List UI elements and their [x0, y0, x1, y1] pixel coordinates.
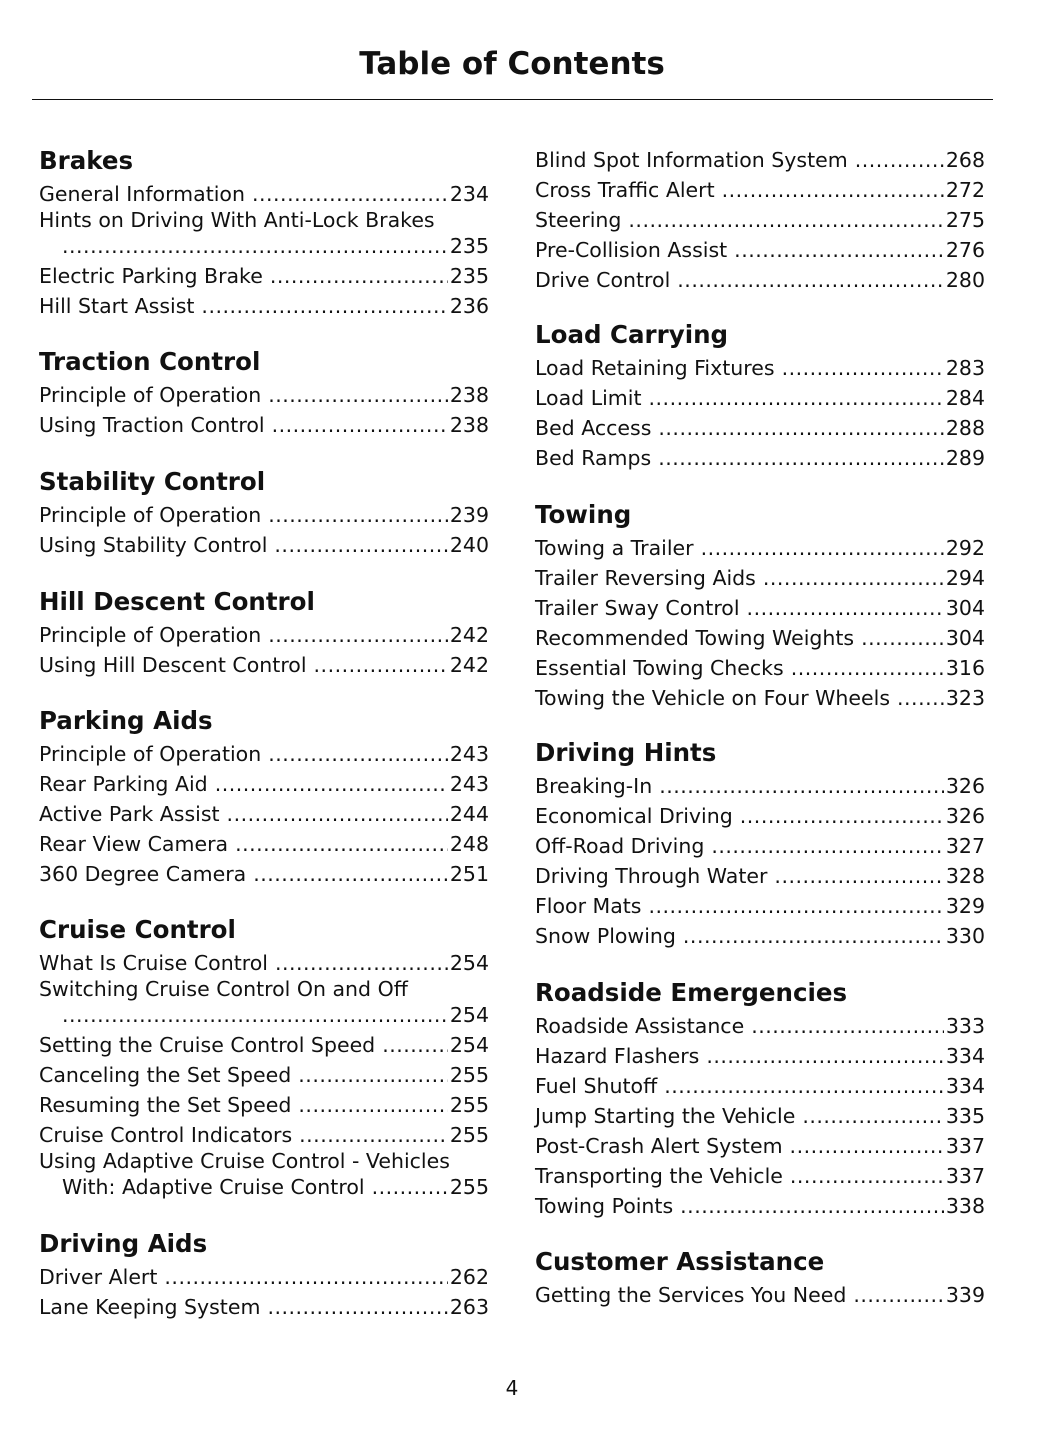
entry-label: Using Stability Control	[39, 533, 268, 557]
dot-leader	[274, 530, 447, 560]
page-ref: 243	[449, 742, 489, 766]
entry-label: Principle of Operation	[39, 623, 262, 647]
page-ref: 316	[945, 656, 985, 680]
page-ref: 254	[449, 1033, 489, 1057]
dot-leader	[677, 265, 944, 295]
toc-entry[interactable]	[535, 1071, 985, 1101]
dot-leader	[782, 353, 944, 383]
page-ref: 328	[945, 864, 985, 888]
page-ref: 326	[945, 804, 985, 828]
page-ref: 238	[449, 383, 489, 407]
entry-label: Principle of Operation	[39, 742, 262, 766]
toc-entry[interactable]	[535, 921, 985, 951]
toc-entry[interactable]	[39, 500, 489, 530]
dot-leader	[275, 948, 448, 978]
toc-section-customer-assistance	[535, 1246, 985, 1310]
page-ref: 234	[449, 182, 489, 206]
dot-leader	[774, 861, 943, 891]
page-ref: 255	[449, 1093, 489, 1117]
page-ref: 326	[945, 774, 985, 798]
toc-entry[interactable]	[535, 1161, 985, 1191]
entry-label: Rear Parking Aid	[39, 772, 208, 796]
entry-label: Rear View Camera	[39, 832, 229, 856]
entry-label-continued: With: Adaptive Cruise Control	[62, 1175, 365, 1199]
toc-entry[interactable]	[39, 1120, 489, 1150]
toc-entry[interactable]	[39, 410, 489, 440]
toc-entry[interactable]	[535, 771, 985, 801]
toc-entry[interactable]	[39, 739, 489, 769]
toc-section-load-carrying	[535, 319, 985, 473]
toc-section-continued	[535, 145, 985, 295]
page-ref: 254	[449, 951, 489, 975]
page-ref: 335	[945, 1104, 985, 1128]
dot-leader	[701, 533, 944, 563]
dot-leader	[298, 1060, 448, 1090]
toc-entry[interactable]	[39, 769, 489, 799]
toc-entry[interactable]	[39, 1090, 489, 1120]
dot-leader	[314, 650, 448, 680]
section-heading: Traction Control	[39, 347, 261, 376]
page-ref: 288	[945, 416, 985, 440]
toc-entry[interactable]	[39, 978, 489, 1030]
entry-label: Off-Road Driving	[535, 834, 705, 858]
toc-entry[interactable]	[39, 799, 489, 829]
entry-label: Load Limit	[535, 386, 642, 410]
page-ref: 323	[945, 686, 985, 710]
dot-leader	[268, 739, 448, 769]
section-heading: Customer Assistance	[535, 1247, 825, 1276]
entry-label: Essential Towing Checks	[535, 656, 784, 680]
toc-entry[interactable]	[535, 623, 985, 653]
dot-leader	[648, 891, 943, 921]
entry-label: Cross Traffic Alert	[535, 178, 715, 202]
page-ref: 292	[945, 536, 985, 560]
dot-leader	[751, 1011, 944, 1041]
toc-entry[interactable]	[39, 1262, 489, 1292]
dot-leader	[628, 205, 943, 235]
section-heading: Brakes	[39, 146, 134, 175]
toc-section-driving-aids	[39, 1228, 489, 1322]
page-ref: 236	[449, 294, 489, 318]
page-ref: 337	[945, 1164, 985, 1188]
page-ref: 334	[945, 1044, 985, 1068]
entry-label: Hazard Flashers	[535, 1044, 700, 1068]
page-ref: 263	[449, 1295, 489, 1319]
entry-label: Recommended Towing Weights	[535, 626, 855, 650]
page-title: Table of Contents	[359, 46, 665, 82]
entry-label: Active Park Assist	[39, 802, 220, 826]
entry-label: Getting the Services You Need	[535, 1283, 847, 1307]
toc-section-stability-control	[39, 466, 489, 560]
section-heading: Cruise Control	[39, 915, 236, 944]
dot-leader	[711, 831, 944, 861]
toc-entry[interactable]	[535, 413, 985, 443]
toc-entry[interactable]	[535, 683, 985, 713]
page-ref: 339	[945, 1283, 985, 1307]
page-ref: 235	[449, 234, 489, 258]
toc-entry[interactable]	[535, 145, 985, 175]
entry-label: What Is Cruise Control	[39, 951, 268, 975]
entry-label: Transporting the Vehicle	[535, 1164, 783, 1188]
dot-leader	[252, 179, 448, 209]
dot-leader	[897, 683, 944, 713]
page-ref: 333	[945, 1014, 985, 1038]
toc-entry[interactable]	[39, 650, 489, 680]
page-ref: 242	[449, 623, 489, 647]
toc-section-towing	[535, 499, 985, 713]
entry-label: Principle of Operation	[39, 503, 262, 527]
entry-label: Bed Access	[535, 416, 652, 440]
page-ref: 272	[945, 178, 985, 202]
dot-leader	[791, 653, 944, 683]
dot-leader	[62, 231, 448, 261]
entry-label: Hints on Driving With Anti-Lock Brakes	[39, 208, 435, 232]
entry-label: General Information	[39, 182, 245, 206]
toc-entry[interactable]	[535, 205, 985, 235]
page-ref: 276	[945, 238, 985, 262]
toc-entry[interactable]	[535, 563, 985, 593]
toc-section-parking-aids	[39, 705, 489, 889]
entry-label: Breaking-In	[535, 774, 653, 798]
toc-entry[interactable]	[39, 291, 489, 321]
entry-label: Setting the Cruise Control Speed	[39, 1033, 376, 1057]
toc-entry[interactable]	[535, 235, 985, 265]
page-ref: 239	[449, 503, 489, 527]
toc-entry[interactable]	[39, 1030, 489, 1060]
dot-leader	[299, 1120, 448, 1150]
toc-entry[interactable]	[535, 443, 985, 473]
entry-label: Driving Through Water	[535, 864, 768, 888]
entry-label: Lane Keeping System	[39, 1295, 261, 1319]
section-heading: Towing	[535, 500, 632, 529]
dot-leader	[680, 1191, 944, 1221]
toc-entry[interactable]	[39, 948, 489, 978]
page-ref: 327	[945, 834, 985, 858]
toc-entry[interactable]	[39, 1150, 489, 1202]
entry-label: Drive Control	[535, 268, 671, 292]
dot-leader	[683, 921, 944, 951]
toc-entry[interactable]	[535, 1280, 985, 1310]
toc-entry[interactable]	[535, 353, 985, 383]
entry-label: Towing the Vehicle on Four Wheels	[535, 686, 891, 710]
page-ref: 289	[945, 446, 985, 470]
dot-leader	[658, 413, 943, 443]
toc-entry[interactable]	[39, 179, 489, 209]
dot-leader	[706, 1041, 944, 1071]
toc-entry[interactable]	[535, 175, 985, 205]
entry-label: Roadside Assistance	[535, 1014, 745, 1038]
dot-leader	[861, 623, 944, 653]
entry-label: Using Adaptive Cruise Control - Vehicles	[39, 1149, 450, 1173]
dot-leader	[201, 291, 447, 321]
dot-leader	[268, 500, 448, 530]
toc-section-driving-hints	[535, 737, 985, 951]
toc-entry[interactable]	[535, 1131, 985, 1161]
page-ref: 262	[449, 1265, 489, 1289]
dot-leader	[382, 1030, 448, 1060]
toc-section-cruise-control	[39, 914, 489, 1202]
entry-label: Fuel Shutoff	[535, 1074, 658, 1098]
entry-label: Hill Start Assist	[39, 294, 195, 318]
toc-entry[interactable]	[39, 859, 489, 889]
page-ref: 284	[945, 386, 985, 410]
entry-label: Switching Cruise Control On and Off	[39, 977, 408, 1001]
dot-leader	[62, 1000, 448, 1030]
entry-label: Load Retaining Fixtures	[535, 356, 775, 380]
dot-leader	[268, 620, 448, 650]
toc-entry[interactable]	[535, 653, 985, 683]
page-ref: 255	[449, 1063, 489, 1087]
page-ref: 330	[945, 924, 985, 948]
page-ref: 251	[449, 862, 489, 886]
dot-leader	[270, 261, 448, 291]
toc-entry[interactable]	[535, 593, 985, 623]
dot-leader	[734, 235, 944, 265]
page-ref: 235	[449, 264, 489, 288]
dot-leader	[763, 563, 944, 593]
dot-leader	[268, 380, 448, 410]
toc-entry[interactable]	[535, 891, 985, 921]
page-ref: 243	[449, 772, 489, 796]
section-heading: Hill Descent Control	[39, 587, 315, 616]
dot-leader	[215, 769, 448, 799]
toc-entry[interactable]	[39, 209, 489, 261]
page-ref: 244	[449, 802, 489, 826]
dot-leader	[802, 1101, 944, 1131]
toc-entry[interactable]	[535, 265, 985, 295]
entry-label: Canceling the Set Speed	[39, 1063, 292, 1087]
page-ref: 275	[945, 208, 985, 232]
section-heading: Driving Aids	[39, 1229, 208, 1258]
page-ref: 294	[945, 566, 985, 590]
toc-entry[interactable]	[535, 831, 985, 861]
page-ref: 334	[945, 1074, 985, 1098]
toc-entry[interactable]	[535, 533, 985, 563]
toc-entry[interactable]	[39, 1060, 489, 1090]
entry-label: Towing Points	[535, 1194, 674, 1218]
dot-leader	[372, 1172, 448, 1202]
entry-label: Trailer Sway Control	[535, 596, 740, 620]
toc-entry[interactable]	[535, 861, 985, 891]
dot-leader	[298, 1090, 447, 1120]
toc-entry[interactable]	[535, 1011, 985, 1041]
toc-entry[interactable]	[39, 530, 489, 560]
entry-label: Using Hill Descent Control	[39, 653, 307, 677]
dot-leader	[235, 829, 448, 859]
dot-leader	[253, 859, 448, 889]
section-heading: Driving Hints	[535, 738, 717, 767]
dot-leader	[649, 383, 944, 413]
toc-entry[interactable]	[535, 1191, 985, 1221]
dot-leader	[659, 771, 944, 801]
dot-leader	[664, 1071, 944, 1101]
toc-entry[interactable]	[39, 380, 489, 410]
dot-leader	[658, 443, 944, 473]
page-ref: 337	[945, 1134, 985, 1158]
toc-entry[interactable]	[535, 801, 985, 831]
entry-label: Snow Plowing	[535, 924, 676, 948]
dot-leader	[790, 1161, 944, 1191]
page-ref: 304	[945, 626, 985, 650]
toc-entry[interactable]	[39, 1292, 489, 1322]
entry-label: Towing a Trailer	[535, 536, 694, 560]
page-ref: 304	[945, 596, 985, 620]
entry-label: 360 Degree Camera	[39, 862, 247, 886]
section-heading: Roadside Emergencies	[535, 978, 848, 1007]
page-number: 4	[505, 1376, 519, 1400]
page-ref: 280	[945, 268, 985, 292]
entry-label: Using Traction Control	[39, 413, 265, 437]
page-ref: 240	[449, 533, 489, 557]
toc-section-hill-descent-control	[39, 586, 489, 680]
entry-label: Trailer Reversing Aids	[535, 566, 756, 590]
dot-leader	[267, 1292, 447, 1322]
toc-entry[interactable]	[535, 1101, 985, 1131]
entry-label: Resuming the Set Speed	[39, 1093, 292, 1117]
entry-label: Electric Parking Brake	[39, 264, 263, 288]
page-ref: 283	[945, 356, 985, 380]
entry-label: Driver Alert	[39, 1265, 158, 1289]
title-divider	[32, 99, 993, 100]
dot-leader	[853, 1280, 944, 1310]
entry-label: Economical Driving	[535, 804, 733, 828]
dot-leader	[722, 175, 944, 205]
page-ref: 254	[449, 1003, 489, 1027]
entry-label: Pre-Collision Assist	[535, 238, 728, 262]
entry-label: Blind Spot Information System	[535, 148, 848, 172]
page-ref: 338	[945, 1194, 985, 1218]
entry-label: Steering	[535, 208, 622, 232]
dot-leader	[747, 593, 944, 623]
entry-label: Floor Mats	[535, 894, 642, 918]
toc-section-roadside-emergencies	[535, 977, 985, 1221]
page-ref: 329	[945, 894, 985, 918]
toc-section-traction-control	[39, 346, 489, 440]
dot-leader	[227, 799, 448, 829]
dot-leader	[855, 145, 944, 175]
toc-section-brakes	[39, 145, 489, 321]
dot-leader	[272, 410, 448, 440]
page-ref: 248	[449, 832, 489, 856]
entry-label: Jump Starting the Vehicle	[535, 1104, 796, 1128]
toc-entry[interactable]	[39, 620, 489, 650]
section-heading: Load Carrying	[535, 320, 729, 349]
entry-label: Bed Ramps	[535, 446, 652, 470]
page-ref: 255	[449, 1175, 489, 1199]
dot-leader	[740, 801, 944, 831]
toc-entry[interactable]	[39, 261, 489, 291]
entry-label: Post-Crash Alert System	[535, 1134, 783, 1158]
section-heading: Stability Control	[39, 467, 266, 496]
page-ref: 255	[449, 1123, 489, 1147]
entry-label: Cruise Control Indicators	[39, 1123, 293, 1147]
dot-leader	[164, 1262, 447, 1292]
page-ref: 268	[945, 148, 985, 172]
page-ref: 242	[449, 653, 489, 677]
toc-entry[interactable]	[535, 383, 985, 413]
toc-entry[interactable]	[535, 1041, 985, 1071]
section-heading: Parking Aids	[39, 706, 213, 735]
page-ref: 238	[449, 413, 489, 437]
dot-leader	[790, 1131, 944, 1161]
entry-label: Principle of Operation	[39, 383, 262, 407]
toc-entry[interactable]	[39, 829, 489, 859]
